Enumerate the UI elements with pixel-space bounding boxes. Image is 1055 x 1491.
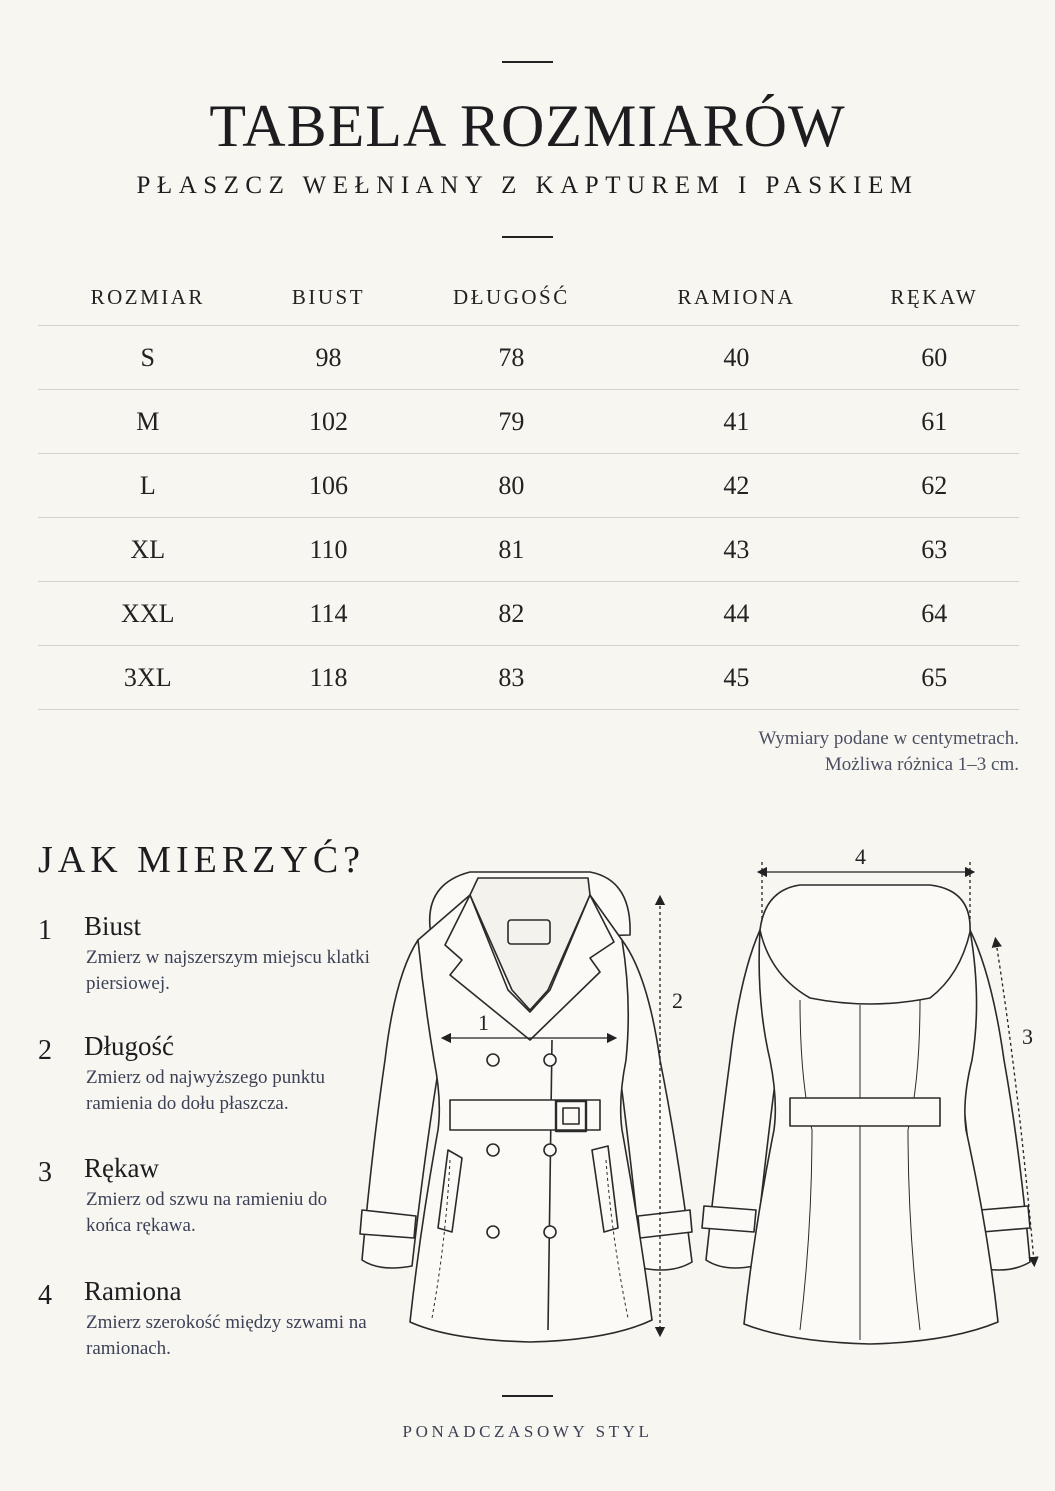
step-name: Długość (84, 1031, 174, 1061)
step-description: Zmierz szerokość między szwami na ramionach. (86, 1312, 367, 1359)
table-row (38, 518, 1019, 582)
table-row (38, 326, 1019, 390)
table-cell: 41 (623, 390, 849, 454)
table-cell: 60 (850, 326, 1020, 390)
table-cell: 83 (399, 646, 623, 710)
table-cell: 82 (399, 582, 623, 646)
table-cell: 98 (258, 326, 400, 390)
footer-tagline: PONADCZASOWY STYL (402, 1422, 653, 1441)
table-cell: 43 (623, 518, 849, 582)
table-cell: M (38, 390, 258, 454)
column-header-size: ROZMIAR (38, 270, 258, 326)
table-row (38, 646, 1019, 710)
table-cell: 42 (623, 454, 849, 518)
column-header-length: DŁUGOŚĆ (399, 270, 623, 326)
table-cell: 64 (850, 582, 1020, 646)
bust-measure-label: 1 (478, 1010, 489, 1035)
step-description: Zmierz od szwu na ramieniu do końca rękawa. (86, 1189, 328, 1236)
table-cell: 102 (258, 390, 400, 454)
table-header-row (38, 270, 1019, 326)
table-cell: 106 (258, 454, 400, 518)
coat-diagram (350, 830, 1050, 1360)
sleeve-measure-label: 3 (1022, 1024, 1033, 1049)
table-row (38, 582, 1019, 646)
step-number: 4 (38, 1280, 52, 1311)
step-number: 2 (38, 1035, 52, 1066)
table-cell: 81 (399, 518, 623, 582)
table-cell: 110 (258, 518, 400, 582)
measurement-note (758, 726, 1019, 778)
page-subtitle: PŁASZCZ WEŁNIANY Z KAPTUREM I PASKIEM (136, 172, 919, 199)
footer-divider (502, 1395, 553, 1397)
step-description: Zmierz od najwyższego punktu ramienia do dołu płaszcza. (86, 1067, 326, 1114)
table-cell: 40 (623, 326, 849, 390)
step-name: Rękaw (84, 1153, 159, 1183)
coat-back-illustration (702, 885, 1030, 1344)
note-line-units: Wymiary podane w centymetrach. (758, 728, 1019, 749)
step-description: Zmierz w najszerszym miejscu klatki piersiowej. (86, 947, 370, 994)
table-cell: 44 (623, 582, 849, 646)
title-divider (502, 236, 553, 238)
column-header-bust: BIUST (258, 270, 400, 326)
note-line-tolerance: Możliwa różnica 1–3 cm. (824, 754, 1019, 775)
step-name: Ramiona (84, 1276, 182, 1306)
table-cell: 118 (258, 646, 400, 710)
page-title: TABELA ROZMIARÓW (209, 93, 846, 159)
table-cell: S (38, 326, 258, 390)
table-cell: 78 (399, 326, 623, 390)
length-measure-label: 2 (672, 988, 683, 1013)
table-cell: 62 (850, 454, 1020, 518)
how-to-measure-title: JAK MIERZYĆ? (38, 839, 366, 881)
table-cell: 65 (850, 646, 1020, 710)
table-row (38, 454, 1019, 518)
shoulders-measure-label: 4 (855, 844, 866, 869)
coat-front-illustration (360, 872, 692, 1342)
column-header-shoulders: RAMIONA (623, 270, 849, 326)
step-number: 1 (38, 915, 52, 946)
size-table (38, 270, 1019, 710)
table-cell: L (38, 454, 258, 518)
table-cell: 3XL (38, 646, 258, 710)
table-cell: 45 (623, 646, 849, 710)
table-cell: 61 (850, 390, 1020, 454)
column-header-sleeve: RĘKAW (850, 270, 1020, 326)
table-cell: 80 (399, 454, 623, 518)
table-row (38, 390, 1019, 454)
table-cell: 63 (850, 518, 1020, 582)
top-divider (502, 61, 553, 63)
table-cell: XXL (38, 582, 258, 646)
step-name: Biust (84, 911, 142, 941)
step-number: 3 (38, 1157, 52, 1188)
table-cell: XL (38, 518, 258, 582)
table-cell: 114 (258, 582, 400, 646)
table-cell: 79 (399, 390, 623, 454)
